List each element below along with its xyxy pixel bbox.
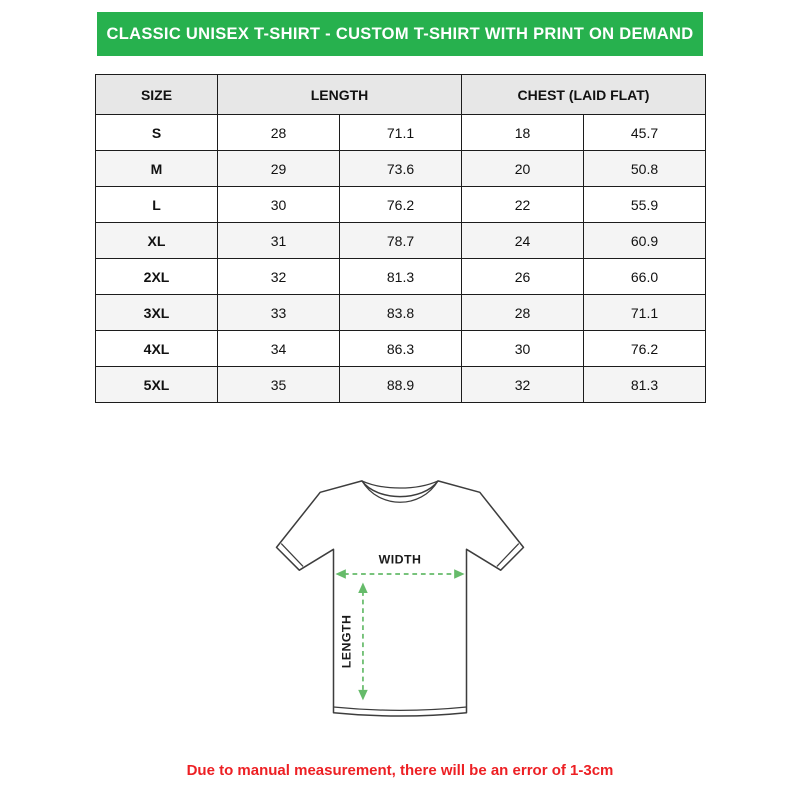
chest-in-cell: 28 <box>462 295 584 331</box>
chest-in-cell: 24 <box>462 223 584 259</box>
chest-cm-cell: 50.8 <box>584 151 706 187</box>
table-body <box>96 115 706 403</box>
table-header <box>96 75 706 115</box>
length-in-cell: 31 <box>218 223 340 259</box>
size-cell: 3XL <box>96 295 218 331</box>
chest-cm-cell: 55.9 <box>584 187 706 223</box>
chest-cm-cell: 45.7 <box>584 115 706 151</box>
length-in-cell: 28 <box>218 115 340 151</box>
chest-in-cell: 18 <box>462 115 584 151</box>
table-row <box>96 259 706 295</box>
column-header-length: LENGTH <box>218 75 462 115</box>
length-label: LENGTH <box>339 614 354 669</box>
chest-in-cell: 20 <box>462 151 584 187</box>
length-in-cell: 33 <box>218 295 340 331</box>
length-cm-cell: 78.7 <box>340 223 462 259</box>
length-cm-cell: 86.3 <box>340 331 462 367</box>
length-cm-cell: 73.6 <box>340 151 462 187</box>
length-cm-cell: 81.3 <box>340 259 462 295</box>
chest-cm-cell: 60.9 <box>584 223 706 259</box>
table-row <box>96 187 706 223</box>
chest-in-cell: 32 <box>462 367 584 403</box>
size-chart-table <box>95 74 706 403</box>
table-row <box>96 367 706 403</box>
table-row <box>96 331 706 367</box>
length-in-cell: 29 <box>218 151 340 187</box>
table-row <box>96 223 706 259</box>
title-banner <box>97 12 703 56</box>
measurement-note: Due to manual measurement, there will be an error of 1-3cm <box>186 762 614 779</box>
length-in-cell: 34 <box>218 331 340 367</box>
column-header-size: SIZE <box>96 75 218 115</box>
tshirt-outline <box>277 481 524 716</box>
table-row <box>96 115 706 151</box>
chest-in-cell: 26 <box>462 259 584 295</box>
chest-cm-cell: 81.3 <box>584 367 706 403</box>
length-cm-cell: 83.8 <box>340 295 462 331</box>
length-cm-cell: 88.9 <box>340 367 462 403</box>
chest-cm-cell: 71.1 <box>584 295 706 331</box>
length-cm-cell: 76.2 <box>340 187 462 223</box>
size-cell: L <box>96 187 218 223</box>
length-in-cell: 30 <box>218 187 340 223</box>
page-title: CLASSIC UNISEX T-SHIRT - CUSTOM T-SHIRT WITH PRINT ON DEMAND <box>106 24 694 43</box>
table-row <box>96 151 706 187</box>
header-row <box>96 75 706 115</box>
size-cell: 4XL <box>96 331 218 367</box>
chest-in-cell: 30 <box>462 331 584 367</box>
length-in-cell: 35 <box>218 367 340 403</box>
chest-cm-cell: 66.0 <box>584 259 706 295</box>
size-cell: S <box>96 115 218 151</box>
back-neck-line <box>362 481 438 488</box>
tshirt-measurement-diagram <box>248 438 552 748</box>
length-cm-cell: 71.1 <box>340 115 462 151</box>
size-cell: M <box>96 151 218 187</box>
chest-in-cell: 22 <box>462 187 584 223</box>
size-cell: XL <box>96 223 218 259</box>
chest-cm-cell: 76.2 <box>584 331 706 367</box>
size-cell: 5XL <box>96 367 218 403</box>
tshirt-diagram-svg <box>248 438 552 748</box>
size-cell: 2XL <box>96 259 218 295</box>
width-label: WIDTH <box>378 552 422 567</box>
table-row <box>96 295 706 331</box>
length-in-cell: 32 <box>218 259 340 295</box>
column-header-chest: CHEST (LAID FLAT) <box>462 75 706 115</box>
